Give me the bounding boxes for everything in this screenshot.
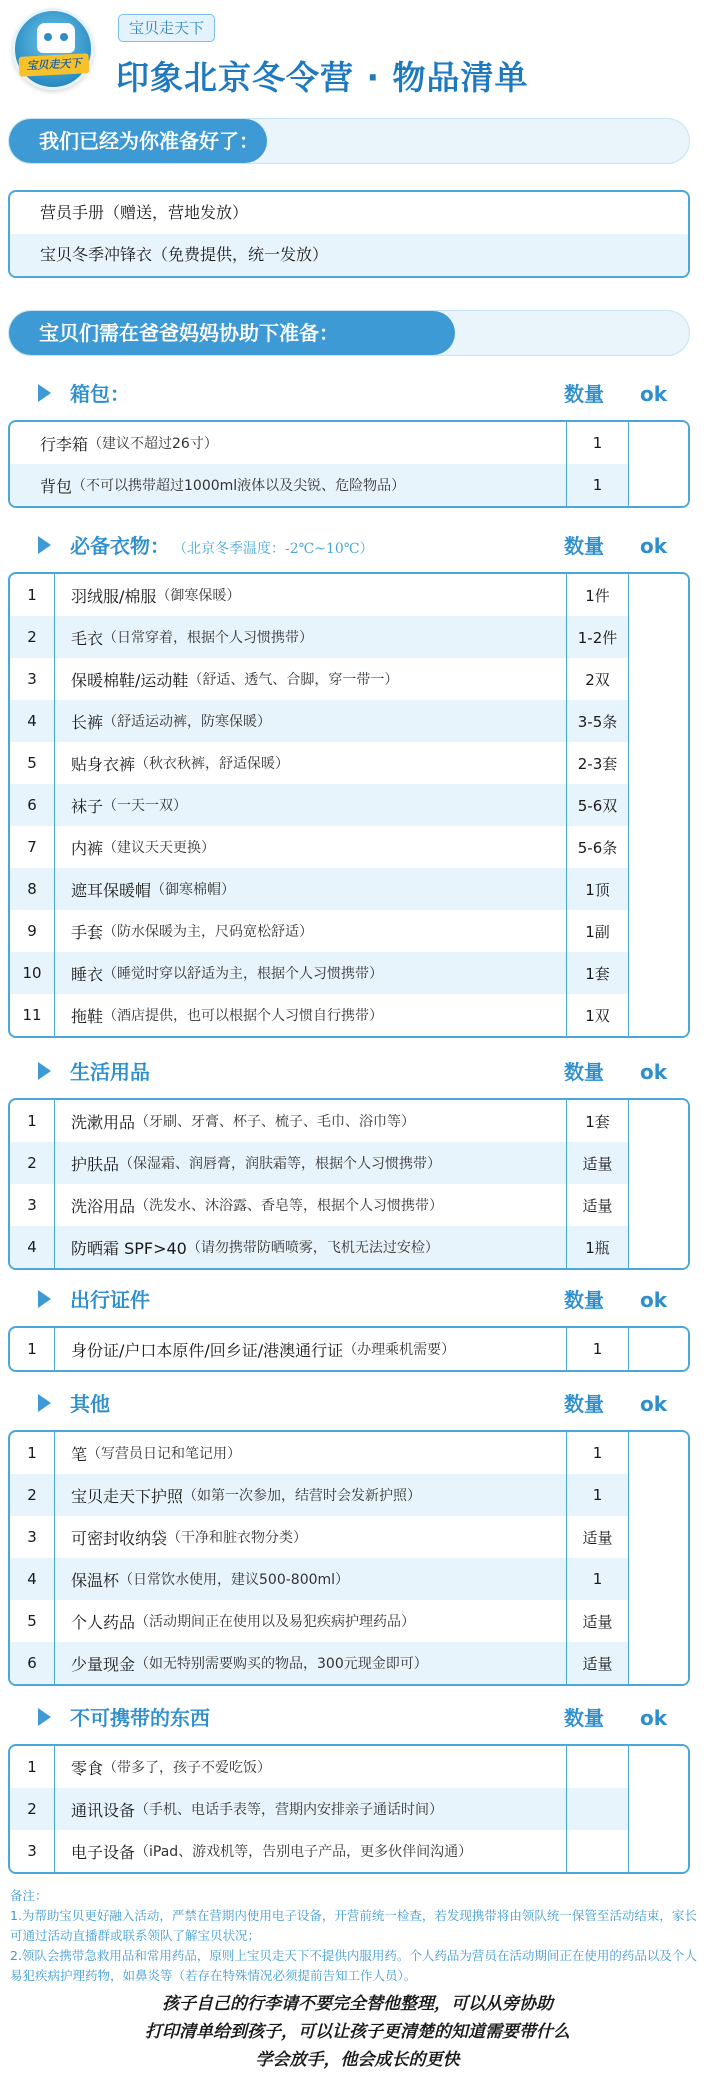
ok-checkbox-cell[interactable] bbox=[628, 1432, 688, 1474]
item-desc: （请勿携带防晒喷雾，飞机无法过安检） bbox=[186, 1240, 439, 1256]
item-desc: （御寒棉帽） bbox=[151, 882, 236, 898]
row-number: 1 bbox=[27, 1758, 37, 1776]
parents-heading: 宝贝们需在爸爸妈妈协助下准备： bbox=[9, 311, 455, 355]
row-number: 1 bbox=[27, 1340, 37, 1358]
item-cell bbox=[54, 1474, 566, 1516]
item-name: 保暖棉鞋/运动鞋 bbox=[71, 670, 189, 690]
qty-cell: 1瓶 bbox=[566, 1226, 628, 1268]
ok-column-header: ok bbox=[640, 534, 668, 558]
ok-checkbox-cell[interactable] bbox=[628, 616, 688, 658]
ok-checkbox-cell[interactable] bbox=[628, 1328, 688, 1370]
row-number: 4 bbox=[27, 1570, 37, 1588]
qty-column-header: 数量 bbox=[564, 1060, 604, 1084]
qty-cell: 1件 bbox=[566, 574, 628, 616]
footer-line: 学会放手，他会成长的更快 bbox=[255, 2050, 460, 2070]
row-number: 2 bbox=[27, 1154, 37, 1172]
item-desc: （防水保暖为主，尺码宽松舒适） bbox=[103, 924, 314, 940]
ok-checkbox-cell[interactable] bbox=[628, 464, 688, 506]
qty-cell: 2双 bbox=[566, 658, 628, 700]
ok-column-header: ok bbox=[640, 1392, 668, 1416]
item-cell bbox=[10, 464, 566, 506]
item-desc: （活动期间正在使用以及易犯疾病护理药品） bbox=[135, 1614, 416, 1630]
row-number: 2 bbox=[27, 628, 37, 646]
notes bbox=[10, 1886, 700, 1986]
row-number: 3 bbox=[27, 1196, 37, 1214]
item-name: 行李箱 bbox=[40, 434, 89, 454]
item-desc: （干净和脏衣物分类） bbox=[167, 1530, 308, 1546]
item-cell bbox=[54, 1432, 566, 1474]
table-row bbox=[10, 464, 688, 506]
ok-checkbox-cell[interactable] bbox=[628, 1788, 688, 1830]
item-desc: （酒店提供，也可以根据个人习惯自行携带） bbox=[103, 1008, 384, 1024]
row-number: 7 bbox=[27, 838, 37, 856]
item-cell bbox=[54, 1600, 566, 1642]
item-desc: （牙刷、牙膏、杯子、梳子、毛巾、浴巾等） bbox=[135, 1114, 416, 1130]
prepared-item: 营员手册（赠送，营地发放） bbox=[40, 203, 249, 222]
ok-column-header: ok bbox=[640, 1288, 668, 1312]
ok-checkbox-cell[interactable] bbox=[628, 1184, 688, 1226]
table-row bbox=[10, 994, 688, 1036]
ok-checkbox-cell[interactable] bbox=[628, 868, 688, 910]
item-desc: （日常饮水使用，建议500-800ml） bbox=[119, 1572, 350, 1588]
section-title: 箱包： bbox=[70, 382, 130, 406]
ok-checkbox-cell[interactable] bbox=[628, 700, 688, 742]
section-title bbox=[70, 530, 374, 565]
item-name: 少量现金 bbox=[71, 1654, 136, 1674]
triangle-arrow-icon bbox=[38, 1290, 51, 1308]
item-name: 长裤 bbox=[71, 712, 104, 732]
table-row bbox=[10, 1600, 688, 1642]
item-cell bbox=[54, 700, 566, 742]
qty-column-header: 数量 bbox=[564, 1288, 604, 1312]
item-cell bbox=[54, 1142, 566, 1184]
item-desc: （如无特别需要购买的物品，300元现金即可） bbox=[135, 1656, 428, 1672]
qty-column-header: 数量 bbox=[564, 382, 604, 406]
item-name: 遮耳保暖帽 bbox=[71, 880, 152, 900]
table-row bbox=[10, 952, 688, 994]
item-cell bbox=[10, 422, 566, 464]
table-row bbox=[10, 700, 688, 742]
item-cell bbox=[54, 1642, 566, 1684]
ok-checkbox-cell[interactable] bbox=[628, 1746, 688, 1788]
triangle-arrow-icon bbox=[38, 1062, 51, 1080]
item-name: 通讯设备 bbox=[71, 1800, 136, 1820]
notes-label: 备注： bbox=[10, 1888, 48, 1903]
item-cell bbox=[54, 1788, 566, 1830]
item-desc: （不可以携带超过1000ml液体以及尖锐、危险物品） bbox=[72, 478, 406, 494]
temperature-note: （北京冬季温度：-2℃~10℃） bbox=[180, 541, 374, 557]
section-title-text: 必备衣物： bbox=[70, 534, 170, 558]
item-name: 背包 bbox=[40, 476, 73, 496]
item-name: 宝贝走天下护照 bbox=[71, 1486, 184, 1506]
item-desc: （洗发水、沐浴露、香皂等，根据个人习惯携带） bbox=[135, 1198, 444, 1214]
ok-checkbox-cell[interactable] bbox=[628, 1142, 688, 1184]
section-header-clothes bbox=[8, 528, 690, 564]
section-title: 出行证件 bbox=[70, 1288, 150, 1312]
qty-cell: 5-6双 bbox=[566, 784, 628, 826]
ok-checkbox-cell[interactable] bbox=[628, 422, 688, 464]
section-title: 其他 bbox=[70, 1392, 110, 1416]
item-desc: （御寒保暖） bbox=[156, 588, 241, 604]
qty-cell: 适量 bbox=[566, 1600, 628, 1642]
qty-cell: 1 bbox=[566, 1432, 628, 1474]
item-desc: （保湿霜、润唇膏，润肤霜等，根据个人习惯携带） bbox=[119, 1156, 442, 1172]
logo-text: 宝贝走天下 bbox=[19, 53, 90, 77]
ok-checkbox-cell[interactable] bbox=[628, 1474, 688, 1516]
item-cell bbox=[54, 1184, 566, 1226]
qty-cell bbox=[566, 1788, 628, 1830]
row-number: 3 bbox=[27, 1842, 37, 1860]
table-row bbox=[10, 1516, 688, 1558]
item-name: 拖鞋 bbox=[71, 1006, 104, 1026]
note-line: 1.为帮助宝贝更好融入活动，严禁在营期内使用电子设备，开营前统一检查，若发现携带将由领队统一保管至活动结束，家长可通过活动直播群或联系领队了解宝贝状况； bbox=[10, 1908, 697, 1943]
qty-cell bbox=[566, 1830, 628, 1872]
table-bags bbox=[8, 420, 690, 508]
brand-tag: 宝贝走天下 bbox=[118, 14, 215, 42]
table-row bbox=[10, 1184, 688, 1226]
ok-checkbox-cell[interactable] bbox=[628, 1558, 688, 1600]
footer-tips bbox=[0, 1990, 715, 2074]
footer-line: 打印清单给到孩子，可以让孩子更清楚的知道需要带什么 bbox=[145, 2022, 570, 2042]
item-cell bbox=[54, 616, 566, 658]
item-desc: （手机、电话手表等，营期内安排亲子通话时间） bbox=[135, 1802, 444, 1818]
ok-column-header: ok bbox=[640, 1706, 668, 1730]
section-header-other bbox=[8, 1386, 690, 1422]
qty-cell: 1双 bbox=[566, 994, 628, 1036]
prepared-item: 宝贝冬季冲锋衣（免费提供，统一发放） bbox=[10, 234, 688, 276]
item-name: 防晒霜 SPF>40 bbox=[71, 1238, 187, 1258]
qty-cell: 3-5条 bbox=[566, 700, 628, 742]
ok-checkbox-cell[interactable] bbox=[628, 1600, 688, 1642]
table-docs bbox=[8, 1326, 690, 1372]
item-desc: （iPad、游戏机等，告别电子产品，更多伙伴间沟通） bbox=[135, 1844, 473, 1860]
qty-cell: 适量 bbox=[566, 1642, 628, 1684]
table-row bbox=[10, 784, 688, 826]
table-row bbox=[10, 422, 688, 464]
qty-cell: 1副 bbox=[566, 910, 628, 952]
section-header-forbidden bbox=[8, 1700, 690, 1736]
item-desc: （舒适运动裤，防寒保暖） bbox=[103, 714, 272, 730]
table-daily bbox=[8, 1098, 690, 1270]
table-row bbox=[10, 826, 688, 868]
item-cell bbox=[54, 574, 566, 616]
item-name: 洗浴用品 bbox=[71, 1196, 136, 1216]
page-title: 印象北京冬令营 · 物品清单 bbox=[116, 58, 529, 97]
item-name: 护肤品 bbox=[71, 1154, 120, 1174]
item-name: 保温杯 bbox=[71, 1570, 120, 1590]
ok-checkbox-cell[interactable] bbox=[628, 1830, 688, 1872]
robot-icon bbox=[37, 23, 75, 53]
item-desc: （建议天天更换） bbox=[103, 840, 216, 856]
prepared-heading-bar bbox=[8, 118, 690, 164]
ok-column-header: ok bbox=[640, 1060, 668, 1084]
item-name: 身份证/户口本原件/回乡证/港澳通行证 bbox=[71, 1340, 344, 1360]
item-cell bbox=[54, 1100, 566, 1142]
prepared-box bbox=[8, 190, 690, 278]
ok-checkbox-cell[interactable] bbox=[628, 994, 688, 1036]
section-title: 不可携带的东西 bbox=[70, 1706, 210, 1730]
item-name: 电子设备 bbox=[71, 1842, 136, 1862]
parents-heading-bar bbox=[8, 310, 690, 356]
item-name: 毛衣 bbox=[71, 628, 104, 648]
row-number: 10 bbox=[22, 964, 42, 982]
qty-cell bbox=[566, 1746, 628, 1788]
qty-column-header: 数量 bbox=[564, 534, 604, 558]
row-number: 6 bbox=[27, 796, 37, 814]
qty-column-header: 数量 bbox=[564, 1706, 604, 1730]
table-row bbox=[10, 1226, 688, 1268]
table-forbidden bbox=[8, 1744, 690, 1874]
ok-checkbox-cell[interactable] bbox=[628, 1642, 688, 1684]
table-row bbox=[10, 1746, 688, 1788]
item-desc: （如第一次参加，结营时会发新护照） bbox=[183, 1488, 422, 1504]
row-number: 1 bbox=[27, 586, 37, 604]
page-header bbox=[0, 0, 715, 112]
table-row bbox=[10, 1788, 688, 1830]
section-title: 生活用品 bbox=[70, 1060, 150, 1084]
table-row bbox=[10, 574, 688, 616]
item-desc: （写营员日记和笔记用） bbox=[87, 1446, 242, 1462]
ok-checkbox-cell[interactable] bbox=[628, 658, 688, 700]
table-row bbox=[10, 1558, 688, 1600]
item-desc: （建议不超过26寸） bbox=[88, 436, 218, 452]
row-number: 2 bbox=[27, 1486, 37, 1504]
item-name: 可密封收纳袋 bbox=[71, 1528, 168, 1548]
ok-checkbox-cell[interactable] bbox=[628, 742, 688, 784]
qty-column-header: 数量 bbox=[564, 1392, 604, 1416]
ok-checkbox-cell[interactable] bbox=[628, 1516, 688, 1558]
row-number: 8 bbox=[27, 880, 37, 898]
table-row bbox=[10, 1474, 688, 1516]
section-header-daily bbox=[8, 1054, 690, 1090]
item-name: 睡衣 bbox=[71, 964, 104, 984]
row-number: 4 bbox=[27, 1238, 37, 1256]
item-desc: （一天一双） bbox=[103, 798, 188, 814]
ok-checkbox-cell[interactable] bbox=[628, 784, 688, 826]
ok-checkbox-cell[interactable] bbox=[628, 826, 688, 868]
table-other bbox=[8, 1430, 690, 1686]
ok-checkbox-cell[interactable] bbox=[628, 910, 688, 952]
prepared-heading: 我们已经为你准备好了： bbox=[9, 119, 267, 163]
qty-cell: 1 bbox=[566, 1558, 628, 1600]
row-number: 2 bbox=[27, 1800, 37, 1818]
triangle-arrow-icon bbox=[38, 1394, 51, 1412]
note-line: 2.领队会携带急救用品和常用药品，原则上宝贝走天下不提供内服用药。个人药品为营员在活动期间正在使用的药品以及个人易犯疾病护理药物，如鼻炎等（若存在特殊情况必须提前告知工作人员）。 bbox=[10, 1948, 697, 1983]
item-desc: （舒适、透气、合脚，穿一带一） bbox=[188, 672, 399, 688]
row-number: 5 bbox=[27, 1612, 37, 1630]
item-name: 羽绒服/棉服 bbox=[71, 586, 157, 606]
qty-cell: 1 bbox=[566, 1328, 628, 1370]
item-cell bbox=[54, 1328, 566, 1370]
item-name: 洗漱用品 bbox=[71, 1112, 136, 1132]
table-row bbox=[10, 1328, 688, 1370]
qty-cell: 1套 bbox=[566, 1100, 628, 1142]
item-desc: （秋衣秋裤，舒适保暖） bbox=[135, 756, 290, 772]
row-number: 6 bbox=[27, 1654, 37, 1672]
table-row bbox=[10, 742, 688, 784]
triangle-arrow-icon bbox=[38, 536, 51, 554]
qty-cell: 1顶 bbox=[566, 868, 628, 910]
ok-column-header: ok bbox=[640, 382, 668, 406]
item-cell bbox=[54, 910, 566, 952]
item-name: 内裤 bbox=[71, 838, 104, 858]
table-row bbox=[10, 1100, 688, 1142]
brand-logo bbox=[12, 8, 94, 90]
table-row bbox=[10, 910, 688, 952]
ok-checkbox-cell[interactable] bbox=[628, 1100, 688, 1142]
table-row bbox=[10, 868, 688, 910]
item-name: 笔 bbox=[71, 1444, 88, 1464]
qty-cell: 1 bbox=[566, 464, 628, 506]
qty-cell: 1 bbox=[566, 422, 628, 464]
item-name: 手套 bbox=[71, 922, 104, 942]
ok-checkbox-cell[interactable] bbox=[628, 952, 688, 994]
item-cell bbox=[54, 742, 566, 784]
row-number: 11 bbox=[22, 1006, 42, 1024]
item-desc: （带多了，孩子不爱吃饭） bbox=[103, 1760, 272, 1776]
item-desc: （睡觉时穿以舒适为主，根据个人习惯携带） bbox=[103, 966, 384, 982]
footer-line: 孩子自己的行李请不要完全替他整理，可以从旁协助 bbox=[162, 1994, 553, 2014]
qty-cell: 适量 bbox=[566, 1142, 628, 1184]
item-name: 贴身衣裤 bbox=[71, 754, 136, 774]
triangle-arrow-icon bbox=[38, 384, 51, 402]
item-cell bbox=[54, 1746, 566, 1788]
item-cell bbox=[54, 1516, 566, 1558]
item-cell bbox=[54, 952, 566, 994]
qty-cell: 1套 bbox=[566, 952, 628, 994]
item-cell bbox=[54, 1226, 566, 1268]
qty-cell: 1-2件 bbox=[566, 616, 628, 658]
table-row bbox=[10, 658, 688, 700]
section-header-bags bbox=[8, 376, 690, 412]
row-number: 3 bbox=[27, 670, 37, 688]
item-desc: （日常穿着，根据个人习惯携带） bbox=[103, 630, 314, 646]
qty-cell: 2-3套 bbox=[566, 742, 628, 784]
row-number: 4 bbox=[27, 712, 37, 730]
item-cell bbox=[54, 784, 566, 826]
item-desc: （办理乘机需要） bbox=[343, 1342, 456, 1358]
table-row bbox=[10, 1432, 688, 1474]
row-number: 5 bbox=[27, 754, 37, 772]
item-cell bbox=[54, 1558, 566, 1600]
row-number: 1 bbox=[27, 1112, 37, 1130]
qty-cell: 适量 bbox=[566, 1516, 628, 1558]
item-cell bbox=[54, 826, 566, 868]
table-row bbox=[10, 1142, 688, 1184]
item-cell bbox=[54, 658, 566, 700]
item-name: 个人药品 bbox=[71, 1612, 136, 1632]
qty-cell: 1 bbox=[566, 1474, 628, 1516]
item-name: 零食 bbox=[71, 1758, 104, 1778]
ok-checkbox-cell[interactable] bbox=[628, 1226, 688, 1268]
row-number: 9 bbox=[27, 922, 37, 940]
item-name: 袜子 bbox=[71, 796, 104, 816]
row-number: 1 bbox=[27, 1444, 37, 1462]
section-header-docs bbox=[8, 1282, 690, 1318]
ok-checkbox-cell[interactable] bbox=[628, 574, 688, 616]
table-row bbox=[10, 1642, 688, 1684]
item-cell bbox=[54, 1830, 566, 1872]
table-clothes bbox=[8, 572, 690, 1038]
item-cell bbox=[54, 868, 566, 910]
table-row bbox=[10, 616, 688, 658]
triangle-arrow-icon bbox=[38, 1708, 51, 1726]
table-row bbox=[10, 1830, 688, 1872]
item-cell bbox=[54, 994, 566, 1036]
row-number: 3 bbox=[27, 1528, 37, 1546]
qty-cell: 适量 bbox=[566, 1184, 628, 1226]
qty-cell: 5-6条 bbox=[566, 826, 628, 868]
